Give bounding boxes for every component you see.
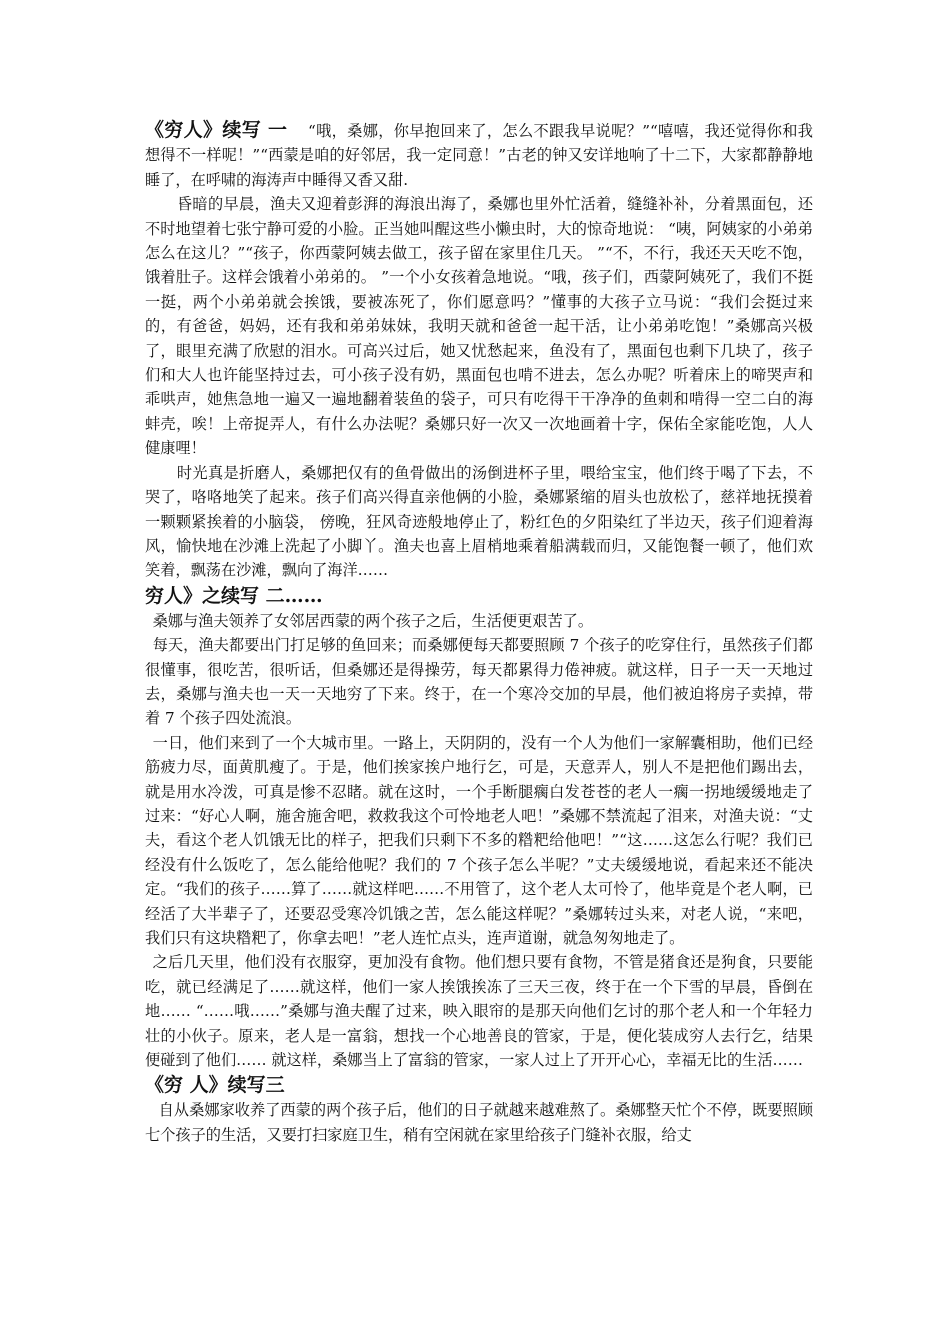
section2-paragraph-4: 之后几天里，他们没有衣服穿，更加没有食物。他们想只要有食物，不管是猪食还是狗食，只要能吃，就已经满足了……就这样，他们一家人挨饿挨冻了三天三夜，终于在一个下雪的早晨，昏倒在地…… “……哦……”桑娜与渔夫醒了过来，映入眼帘的是那天向他们乞讨的那个老人和一个年轻力壮的小伙子。原来，老人是一富翁，想找一个心地善良的管家，于是，便化装成穷人去行乞，结果便碰到了他们…… 就这样，桑娜当上了富翁的管家，一家人过上了开开心心，幸福无比的生活…… xyxy=(145,953,813,1070)
section1-paragraph-2: 昏暗的早晨，渔夫又迎着彭湃的海浪出海了，桑娜也里外忙活着，缝缝补补，分着黑面包，还不时地望着七张宁静可爱的小脸。正当她叫醒这些小懒虫时，大的惊奇地说： “咦，阿姨家的小弟弟怎么在这儿？”“孩子，你西蒙阿姨去做工，孩子留在家里住几天。 ”“不，不行，我还天天吃不饱，饿着肚子。这样会饿着小弟弟的。 ”一个小女孩着急地说。“哦，孩子们，西蒙阿姨死了，我们不挺一挺，两个小弟弟就会挨饿，要被冻死了，你们愿意吗？”懂事的大孩子立马说：“我们会挺过来的，有爸爸，妈妈，还有我和弟弟妹妹，我明天就和爸爸一起干活，让小弟弟吃饱！”桑娜高兴极了，眼里充满了欣慰的泪水。可高兴过后，她又忧愁起来，鱼没有了，黑面包也剩下几块了，孩子们和大人也许能坚持过去，可小孩子没有奶，黑面包也啃不进去，怎么办呢？听着床上的啼哭声和乖哄声，她焦急地一遍又一遍地翻着装鱼的袋子，可只有吃得干干净净的鱼刺和啃得一空二白的海蚌壳，唉！上帝捉弄人，有什么办法呢？桑娜只好一次又一次地画着十字，保佑全家能吃饱，人人健康哩！ xyxy=(145,195,813,458)
section2-paragraph-3: 一日，他们来到了一个大城市里。一路上，天阴阴的，没有一个人为他们一家解囊相助，他们已经筋疲力尽，面黄肌瘦了。于是，他们挨家挨户地行乞，可是，天意弄人，别人不是把他们踢出去，就是用水冷泼，可真是惨不忍睹。就在这时，一个手断腿瘸白发苍苍的老人一瘸一拐地缓缓地走了过来：“好心人啊，施舍施舍吧，救救我这个可怜地老人吧！”桑娜不禁流起了泪来，对渔夫说：“丈夫，看这个老人饥饿无比的样子，把我们只剩下不多的糌粑给他吧！”“这……这怎么行呢？我们已经没有什么饭吃了，怎么能给他呢？我们的 7 个孩子怎么半呢？”丈夫缓缓地说，看起来还不能决定。“我们的孩子……算了……就这样吧……不用管了，这个老人太可怜了，他毕竟是个老人啊，已经活了大半辈子了，还要忍受寒冷饥饿之苦，怎么能这样呢？”桑娜转过头来，对老人说，“来吧，我们只有这块糌粑了，你拿去吧！”老人连忙点头，连声道谢，就急匆匆地走了。 xyxy=(145,733,813,947)
section1-first-paragraph xyxy=(145,118,813,192)
section1-paragraph-3: 时光真是折磨人，桑娜把仅有的鱼骨做出的汤倒进杯子里，喂给宝宝，他们终于喝了下去，不哭了，咯咯地笑了起来。孩子们高兴得直亲他俩的小脸，桑娜紧缩的眉头也放松了，慈祥地抚摸着一颗颗紧挨着的小脑袋， 傍晚，狂风奇迹般地停止了，粉红色的夕阳染红了半边天，孩子们迎着海风，愉快地在沙滩上洗起了小脚丫。渔夫也喜上眉梢地乘着船满载而归，又能饱餐一顿了，他们欢笑着，飘荡在沙滩，飘向了海洋…… xyxy=(145,463,813,580)
document-page xyxy=(145,118,813,1147)
section2-heading: 穷人》之续写 二…… xyxy=(145,584,323,607)
section1-paragraph-1: “哦，桑娜，你早抱回来了，怎么不跟我早说呢？”“嘻嘻，我还觉得你和我想得不一样呢！”“西蒙是咱的好邻居，我一定同意！”古老的钟又安详地响了十二下，大家都静静地睡了，在呼啸的海涛声中睡得又香又甜. xyxy=(145,122,813,189)
section2-paragraph-2: 每天，渔夫都要出门打足够的鱼回来；而桑娜便每天都要照顾 7 个孩子的吃穿住行，虽然孩子们都很懂事，很吃苦，很听话，但桑娜还是得操劳，每天都累得力倦神疲。就这样，日子一天一天地过去，桑娜与渔夫也一天一天地穷了下来。终于，在一个寒冷交加的早晨，他们被迫将房子卖掉，带着 7 个孩子四处流浪。 xyxy=(145,636,813,728)
section3-paragraph-1: 自从桑娜家收养了西蒙的两个孩子后，他们的日子就越来越难熬了。桑娜整天忙个不停，既要照顾七个孩子的生活，又要打扫家庭卫生，稍有空闲就在家里给孩子门缝补衣服，给丈 xyxy=(145,1101,813,1144)
section1-heading: 《穷人》续写 一 xyxy=(145,119,288,141)
section2-paragraph-1: 桑娜与渔夫领养了女邻居西蒙的两个孩子之后，生活便更艰苦了。 xyxy=(152,611,594,630)
section3-heading: 《穷 人》续写三 xyxy=(145,1074,285,1097)
